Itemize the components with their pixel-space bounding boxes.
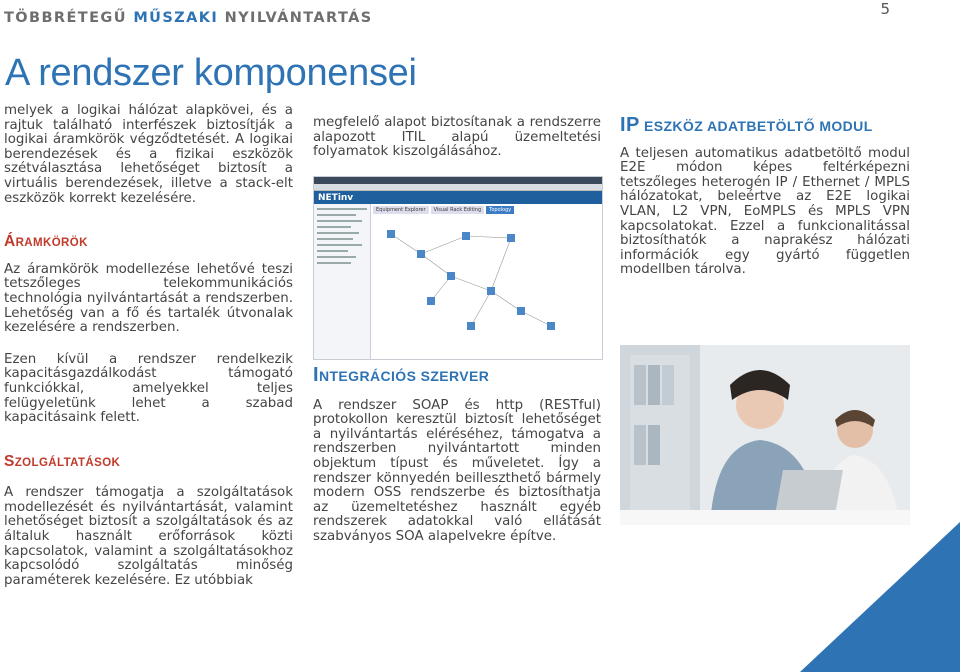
heading-initial: S (4, 452, 15, 470)
intro-paragraph: melyek a logikai hálózat alapkövei, és a rajtuk található interfészek biztosítják a logikai áramkörök végződtetését. A logikai berendezések és a fizikai eszközök szétválasztása lehetőséget biztosít a virtuális berendezések, illetve a stack-elt eszközök korrekt kezelésére. (4, 103, 293, 206)
header-accent: MŰSZAKI (133, 10, 219, 26)
tab-equipment-explorer: Equipment Explorer (373, 206, 429, 214)
app-navbar (314, 191, 602, 204)
header-suffix: NYILVÁNTARTÁS (218, 10, 373, 26)
heading-initial: Á (4, 233, 16, 251)
circuits-paragraph: Az áramkörök modellezése lehetővé teszi tetszőleges telekommunikációs technológia nyilvántartását a rendszerben. Lehetőség van a fő és tartalék útvonalak kezelésére a rendszerben. (4, 261, 293, 336)
topology-diagram (371, 216, 601, 356)
app-screenshot (313, 176, 603, 360)
page-number: 5 (880, 0, 890, 18)
heading-initial: I (313, 364, 319, 386)
integration-paragraph: A rendszer SOAP és http (RESTful) protokollon keresztül biztosít lehetőséget a nyilvántartás eléréséhez, támogatva a rendszerben nyilvántartott minden objektum típust és műveletet. Így a rendszer könnyedén beilleszthető bármely modern OSS rendszerbe és biztosíthatja az üzemeltetéshez használt egyéb rendszerek adatokkal való ellátását szabványos SOA alapelvekre építve. (313, 397, 601, 544)
column-middle-lower (313, 364, 601, 545)
page-title: A rendszer komponensei (5, 52, 417, 94)
heading-rest: NTEGRÁCIÓS SZERVER (318, 368, 490, 384)
app-tabs (371, 204, 602, 216)
tab-topology: Topology (486, 206, 514, 214)
section-heading-integration (313, 364, 601, 386)
app-sidebar (314, 204, 371, 359)
office-photo (620, 345, 910, 525)
header-prefix: TÖBBRÉTEGŰ (4, 10, 134, 26)
section-heading-ip-loader (620, 114, 910, 136)
document-header (4, 10, 373, 26)
ip-loader-paragraph: A teljesen automatikus adatbetöltő modul E2E módon képes feltérképezni tetszőleges heterogén IP / Ethernet / MPLS hálózatokat, beleértve az E2E logikai VLAN, L2 VPN, EoMPLS és MPLS VPN kapcsolatokat. Ezzel a funkcionalitással biztosíthatók a naprakész hálózati információk egy gyártó független modellben tárolva. (620, 145, 910, 278)
column-left (4, 104, 293, 588)
section-heading-services (4, 452, 293, 471)
heading-rest: ESZKÖZ ADATBETÖLTŐ MODUL (639, 118, 873, 134)
app-logo: NETinv (318, 192, 354, 203)
column-middle (313, 116, 601, 160)
topology-canvas (371, 204, 602, 359)
column-right (620, 114, 910, 278)
browser-toolbar (314, 184, 602, 191)
itil-paragraph: megfelelő alapot biztosítanak a rendszerre alapozott ITIL alapú üzemeltetési folyamatok kiszolgálásához. (313, 115, 601, 160)
corner-accent (800, 522, 960, 672)
heading-rest: RAMKÖRÖK (15, 237, 88, 250)
section-heading-circuits (4, 235, 293, 251)
tab-visual-rack: Visual Rack Editing (431, 206, 485, 214)
capacity-paragraph: Ezen kívül a rendszer rendelkezik kapacitásgazdálkodást támogató funkciókkal, amelyekkel teljes felügyeletünk lehet a szabad kapacitásaink felett. (4, 351, 293, 426)
browser-titlebar (314, 177, 602, 184)
heading-initial: IP (620, 114, 640, 136)
services-paragraph: A rendszer támogatja a szolgáltatások modellezését és nyilvántartását, valamint lehetőséget biztosít a szolgáltatások és az általuk használt erőforrások közti kapcsolatok, valamint a szolgáltatásokhoz kapcsolódó szolgáltatás minőség paraméterek kezelésére. Ez utóbbiak (4, 485, 293, 588)
heading-rest: ZOLGÁLTATÁSOK (14, 456, 121, 469)
